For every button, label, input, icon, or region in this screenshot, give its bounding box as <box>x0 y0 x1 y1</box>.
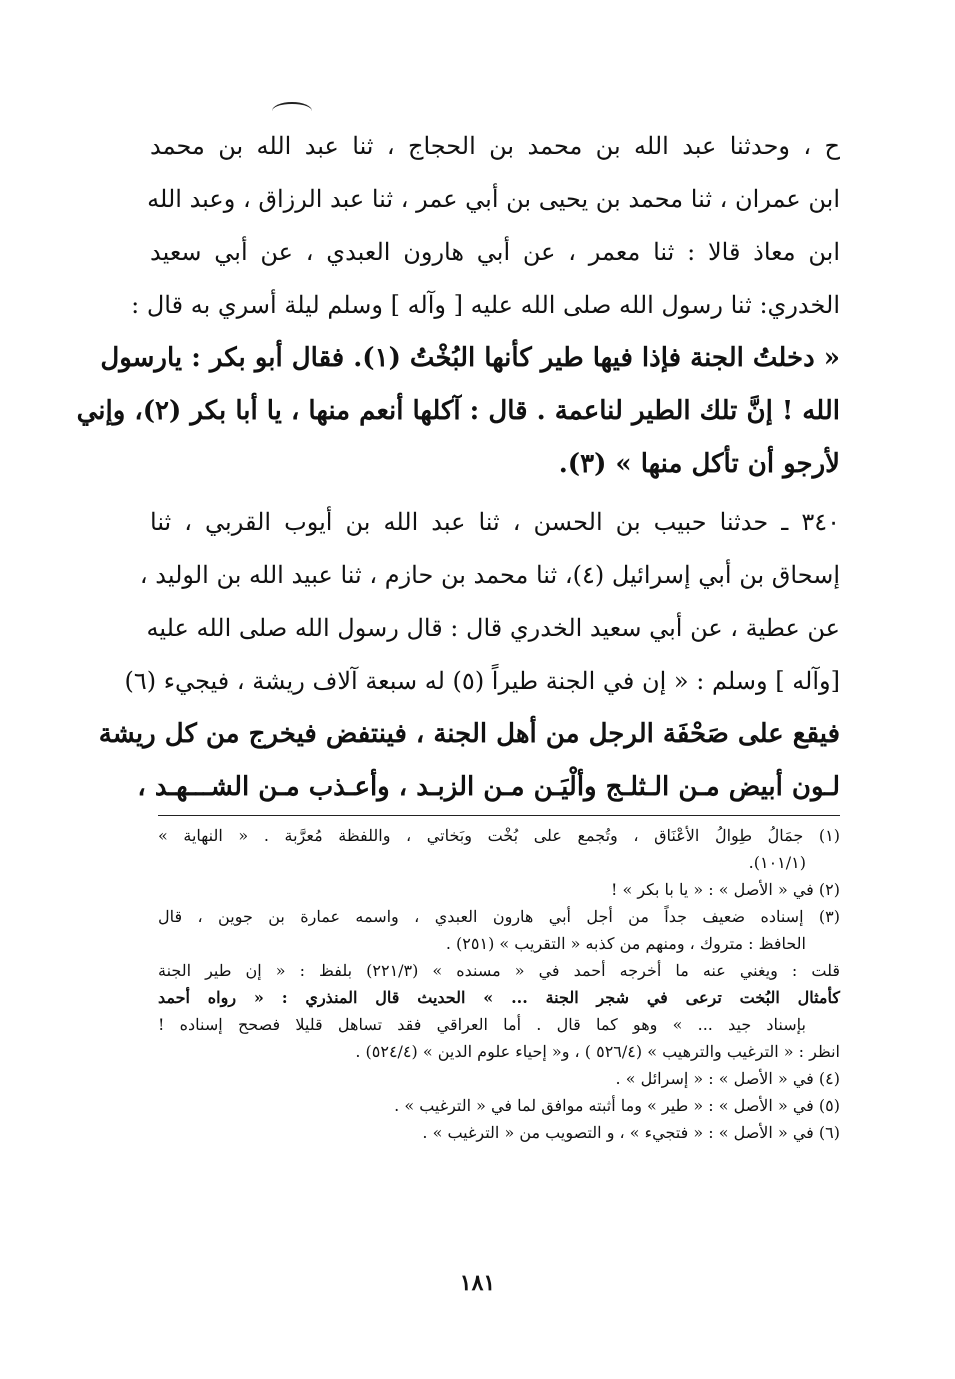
footnote-line-4: (٣) إسناده ضعيف جداً من أجل أبي هارون العبدي ، واسمه عمارة بن جوين ، قال <box>158 907 840 926</box>
main-line-9: إسحاق بن أبي إسرائيل (٤)، ثنا محمد بن حازم ، ثنا عبيد الله بن الوليد ، <box>139 561 840 589</box>
footnote-line-3: (٢) في « الأصل » : « يا با بكر » ! <box>610 880 840 899</box>
main-line-1: ح ، وحدثنا عبد الله بن محمد بن الحجاج ، ثنا عبد الله بن محمد <box>150 132 840 160</box>
footnote-line-8: بإسناد جيد ... » وهو كما قال . أما العراقي فقد تساهل قليلا فصحح إسناده ! <box>158 1015 806 1034</box>
footnote-line-9: انظر : « الترغيب والترهيب » (٥٢٦/٤ ) ، و« إحياء علوم الدين » (٥٢٤/٤) . <box>355 1042 840 1061</box>
main-line-13: لـون أبيض مـن الـثلـج وألْيَـن مـن الزبـد ، وأعـذب مـن الشـــهـد ، <box>137 772 840 802</box>
main-line-8: ٣٤٠ ـ حدثنا حبيب بن الحسن ، ثنا عبد الله بن أيوب القربي ، ثنا <box>150 508 840 536</box>
footnote-line-1: (١) جمَالُ طِوالُ الأعْنَاق ، وتُجمع على بُخْت وبَخاتي ، واللفظة مُعرَّبة . « النهاية » <box>158 826 840 845</box>
footnote-line-7: كأمثال البُخت ترعى في شجر الجنة ... » الحديث قال المنذري : « رواه أحمد <box>158 988 840 1007</box>
main-line-3: ابن معاذ قالا : ثنا معمر ، عن أبي هارون العبدي ، عن أبي سعيد <box>150 238 840 266</box>
main-line-5: « دخلتُ الجنة فإذا فيها طير كأنها البُخْتُ (١). فقال أبو بكر : يارسول <box>100 343 840 373</box>
footnote-line-10: (٤) في « الأصل » : « إسرائل » . <box>615 1069 840 1088</box>
main-line-6: الله ! إنَّ تلك الطير لناعمة . قال : آكلها أنعم منها ، يا أبا بكر (٢)، وإني <box>76 396 840 426</box>
arc-mark <box>272 102 312 120</box>
footnote-line-2: (١٠١/١). <box>748 853 806 872</box>
footnote-line-5: الحافظ : متروك ، ومنهم من كذبه « التقريب » (٢٥١) . <box>445 934 806 953</box>
footnote-line-6: قلت : ويغني عنه ما أخرجه أحمد في « مسنده » (٢٢١/٣) بلفظ : « إن طير الجنة <box>158 961 841 980</box>
main-line-10: عن عطية ، عن أبي سعيد الخدري قال : قال رسول الله صلى الله عليه <box>146 614 840 642</box>
main-line-2: ابن عمران ، ثنا محمد بن يحيى بن أبي عمر ، ثنا عبد الرزاق ، وعبد الله <box>147 185 840 213</box>
footnote-line-12: (٦) في « الأصل » : « فتجيء » ، و التصويب من « الترغيب » . <box>422 1123 840 1142</box>
main-line-11: [وآله ] وسلم : « إن في الجنة طيراً (٥) له سبعة آلاف ريشة ، فيجيء (٦) <box>124 667 840 695</box>
main-text <box>76 120 840 491</box>
main-line-7: لأرجو أن تأكل منها » (٣). <box>558 449 840 479</box>
footnote-line-11: (٥) في « الأصل » : « طير » وما أثبته موافق لما في « الترغيب » . <box>394 1096 840 1115</box>
footnotes <box>158 822 840 1146</box>
footnote-separator <box>158 815 840 816</box>
main-line-12: فيقع على صَحْفَة الرجل من أهل الجنة ، فينتفض فيخرج من كل ريشة <box>98 719 840 749</box>
hadith-340 <box>98 496 840 814</box>
main-line-4: الخدري: ثنا رسول الله صلى الله عليه [ وآله ] وسلم ليلة أسري به قال : <box>131 291 840 319</box>
page-number: ١٨١ <box>459 1270 496 1296</box>
